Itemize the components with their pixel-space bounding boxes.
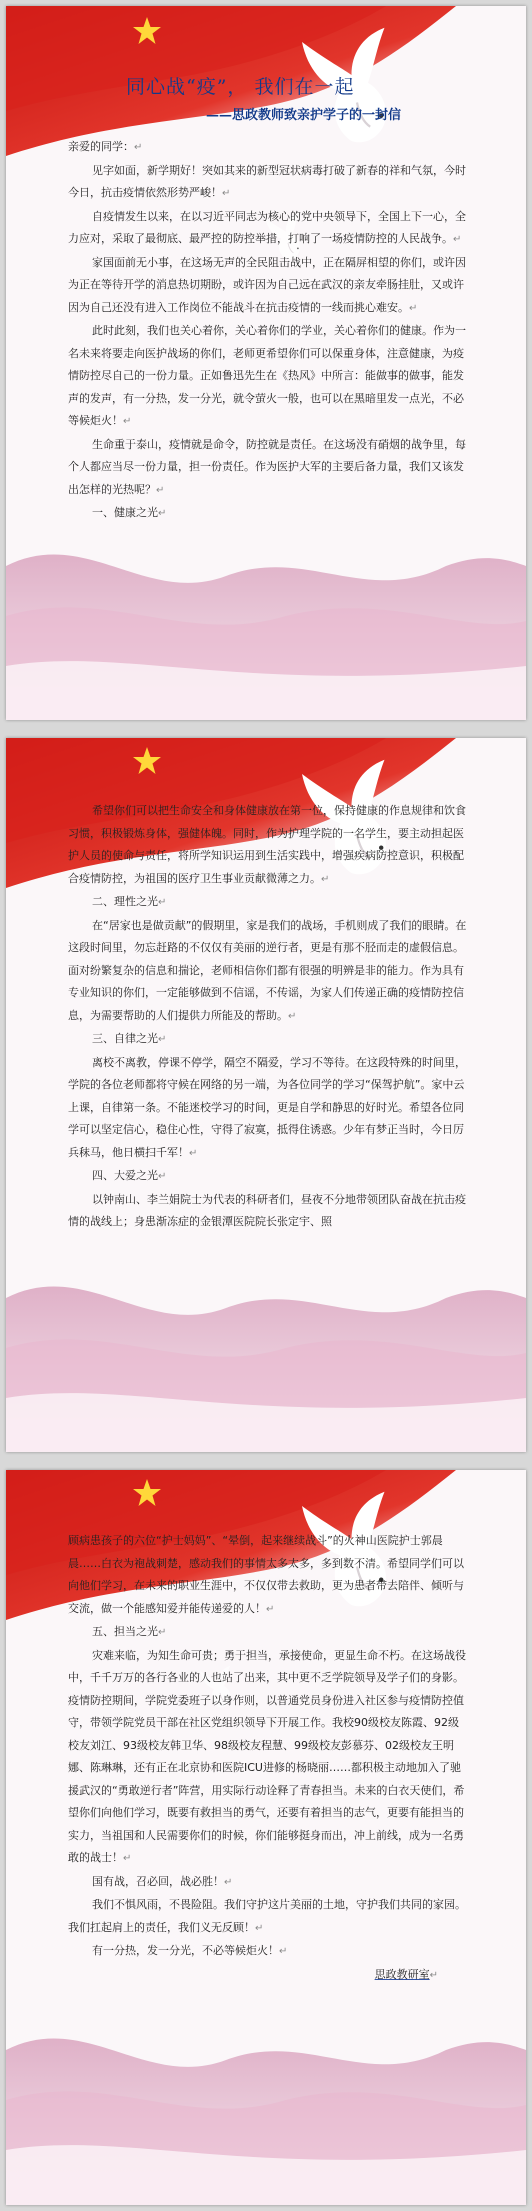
paragraph: 离校不离教，停课不停学，隔空不隔爱，学习不等待。在这段特殊的时间里，学院的各位老师都将守候在网络的另一端，为各位同学的学习“保驾护航”。家中云上课，自律第一条。不能迷校学习的时间，更是自学和静思的好时光。希望各位同学可以坚定信心，稳住心性，守得了寂寞，抵得住诱惑。少年有梦正当时，今日厉兵秣马，他日横扫千军！↵ <box>68 1055 466 1159</box>
signature: 思政教研室↵ <box>374 1967 438 1981</box>
paragraph: 在“居家也是做贡献”的假期里，家是我们的战场，手机则成了我们的眼睛。在这段时间里，勿忘赶路的不仅仅有美丽的逆行者，更是有那不胫而走的虚假信息。面对纷繁复杂的信息和揣论，老师相信你们都有很强的明辨是非的能力。作为具有专业知识的你们，一定能够做到不信谣，不传谣，为家人们传递正确的疫情防控信息，为需要帮助的人们提供力所能及的帮助。↵ <box>68 918 467 1022</box>
paragraph: 见字如面，新学期好！突如其来的新型冠状病毒打破了新春的祥和气氛，今时今日，抗击疫情依然形势严峻！↵ <box>68 163 466 199</box>
paragraph: 我们不惧风雨，不畏险阻。我们守护这片美丽的土地，守护我们共同的家园。我们扛起肩上的责任，我们义无反顾！↵ <box>68 1898 466 1934</box>
letter-page-3 <box>6 1470 526 2205</box>
letter-page-1 <box>6 6 526 720</box>
greeting: 亲爱的同学：↵ <box>68 140 143 153</box>
letter-body-2 <box>68 800 468 1234</box>
section-heading: 二、理性之光↵ <box>92 895 167 908</box>
paragraph: 此时此刻，我们也关心着你，关心着你们的学业，关心着你们的健康。作为一名未来将要走向医护战场的你们，老师更希望你们可以保重身体，注意健康，为疫情防控尽自己的一份力量。正如鲁迅先生在《热风》中所言：能做事的做事，能发声的发声，有一分热，发一分光，就令萤火一般，也可以在黑暗里发一点光，不必等候炬火！↵ <box>68 324 466 427</box>
paragraph: 灾难来临，为知生命可贵；勇于担当，承接使命，更显生命不朽。在这场战役中，千千万万的各行各业的人也站了出来，其中更不乏学院领导及学子们的身影。疫情防控期间，学院党委班子以身作则，以普通党员身份进入社区参与疫情防控值守，带领学院党员干部在社区党组织领导下开展工作。我校90级校友陈霞、92级校友刘江、93级校友韩卫华、98级校友程慧、99级校友彭慕芬、02级校友王明娜、陈琳琳，还有正在北京协和医院ICU进修的杨晓丽……都积极主动地加入了驰援武汉的“勇敢逆行者”阵营，用实际行动诠释了青春担当。未来的白衣天使们，希望你们向他们学习，既要有救担当的勇气，还要有着担当的志气，更要有能担当的实力，当祖国和人民需要你们的时候，你们能够挺身而出，冲上前线，成为一名勇敢的战士！↵ <box>68 1648 466 1864</box>
section-heading: 四、大爱之光↵ <box>92 1169 167 1182</box>
letter-page-2 <box>6 738 526 1452</box>
star-icon <box>132 746 162 776</box>
section-heading: 五、担当之光↵ <box>92 1625 167 1638</box>
paragraph: 有一分热，发一分光，不必等候炬火！↵ <box>92 1944 288 1957</box>
paragraph: 顾病患孩子的六位“护士妈妈”、“晕倒，起来继续战斗”的火神山医院护士郭晨晨……白衣为袍战刺楚，感动我们的事情太多太多，多到数不清。希望同学们可以向他们学习，在未来的职业生涯中，不仅仅带去救助，更为患者带去陪伴、倾听与交流，做一个能感知爱并能传递爱的人！↵ <box>68 1534 464 1615</box>
letter-subtitle: ——思政教师致亲护学子的一封信 <box>206 108 402 123</box>
paragraph: 国有战，召必回，战必胜！↵ <box>92 1874 233 1888</box>
section-heading: 三、自律之光↵ <box>92 1032 167 1045</box>
paragraph: 希望你们可以把生命安全和身体健康放在第一位，保持健康的作息规律和饮食习惯，积极锻炼身体，强健体魄。同时，作为护理学院的一名学生，要主动担起医护人员的使命与责任，将所学知识运用到生活实践中，增强疾病防控意识，积极配合疫情防控，为祖国的医疗卫生事业贡献微薄之力。↵ <box>68 804 466 885</box>
section-heading: 一、健康之光↵ <box>92 506 167 519</box>
letter-body-1 <box>68 136 468 526</box>
paragraph: 生命重于泰山，疫情就是命令，防控就是责任。在这场没有硝烟的战争里，每个人都应当尽一份力量，担一份责任。作为医护大军的主要后备力量，我们又该发出怎样的光热呢？↵ <box>68 437 466 496</box>
letter-body-3 <box>68 1530 468 1987</box>
star-icon <box>132 16 162 46</box>
paragraph: 自疫情发生以来，在以习近平同志为核心的党中央领导下，全国上下一心，全力应对，采取了最彻底、最严控的防控举措，打响了一场疫情防控的人民战争。↵ <box>68 209 466 245</box>
paragraph: 以钟南山、李兰娟院士为代表的科研者们，昼夜不分地带领团队奋战在抗击疫情的战线上；身患渐冻症的金银潭医院院长张定宇、照 <box>68 1192 466 1228</box>
letter-title: 同心战“疫”， 我们在一起 <box>126 76 355 98</box>
star-icon <box>132 1478 162 1508</box>
paragraph: 家国面前无小事，在这场无声的全民阻击战中，正在隔屏相望的你们，或许因为正在等待开学的消息热切期盼，或许因为自己远在武汉的亲友牵肠挂肚，又或许因为自己还没有进入工作岗位不能战斗在抗击疫情的一线而挑心难安。↵ <box>68 255 466 314</box>
